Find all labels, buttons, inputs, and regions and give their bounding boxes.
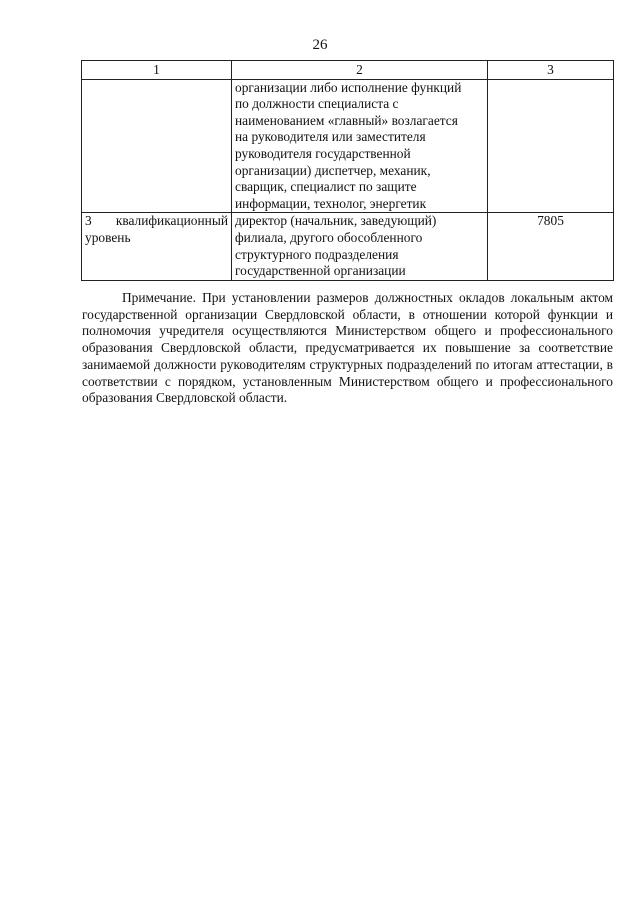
qualification-level-cell: 3 квалификационный уровень — [82, 213, 232, 280]
page-number: 26 — [312, 37, 328, 53]
table-row — [82, 79, 614, 213]
position-cell — [232, 79, 488, 213]
table-row — [82, 213, 614, 280]
note-paragraph: Примечание. При установлении размеров должностных окладов локальным актом государственной организации Свердловской области, в отношении которой функции и полномочия учредителя осуществляются Министерством общего и профессионального образования Свердловской области, предусматривается их повышение за соответствие занимаемой должности руководителям структурных подразделений по итогам аттестации, в соответствии с порядком, установленным Министерством общего и профессионального образования Свердловской области. — [82, 290, 613, 406]
position-line: организации) диспетчер, механик, — [235, 162, 431, 178]
salary-table — [81, 60, 614, 281]
qualification-level-cell — [82, 79, 232, 213]
position-line: государственной организации — [235, 263, 406, 279]
position-line: филиала, другого обособленного — [235, 229, 423, 245]
salary-amount-cell — [488, 79, 614, 213]
position-line: информации, технолог, энергетик — [235, 195, 427, 211]
position-line: руководителя государственной — [235, 145, 411, 161]
position-line: структурного подразделения — [235, 246, 399, 262]
salary-amount-cell: 7805 — [488, 213, 614, 280]
position-line: на руководителя или заместителя — [235, 129, 426, 145]
table-header-cell-2: 2 — [232, 61, 488, 80]
position-cell — [232, 213, 488, 280]
position-line: наименованием «главный» возлагается — [235, 112, 458, 128]
position-line: организации либо исполнение функций — [235, 79, 462, 95]
table-header-row — [82, 61, 614, 80]
position-line: сварщик, специалист по защите — [235, 179, 417, 195]
table-header-cell-1: 1 — [82, 61, 232, 80]
position-line: директор (начальник, заведующий) — [235, 213, 437, 229]
position-line: по должности специалиста с — [235, 96, 399, 112]
table-header-cell-3: 3 — [488, 61, 614, 80]
